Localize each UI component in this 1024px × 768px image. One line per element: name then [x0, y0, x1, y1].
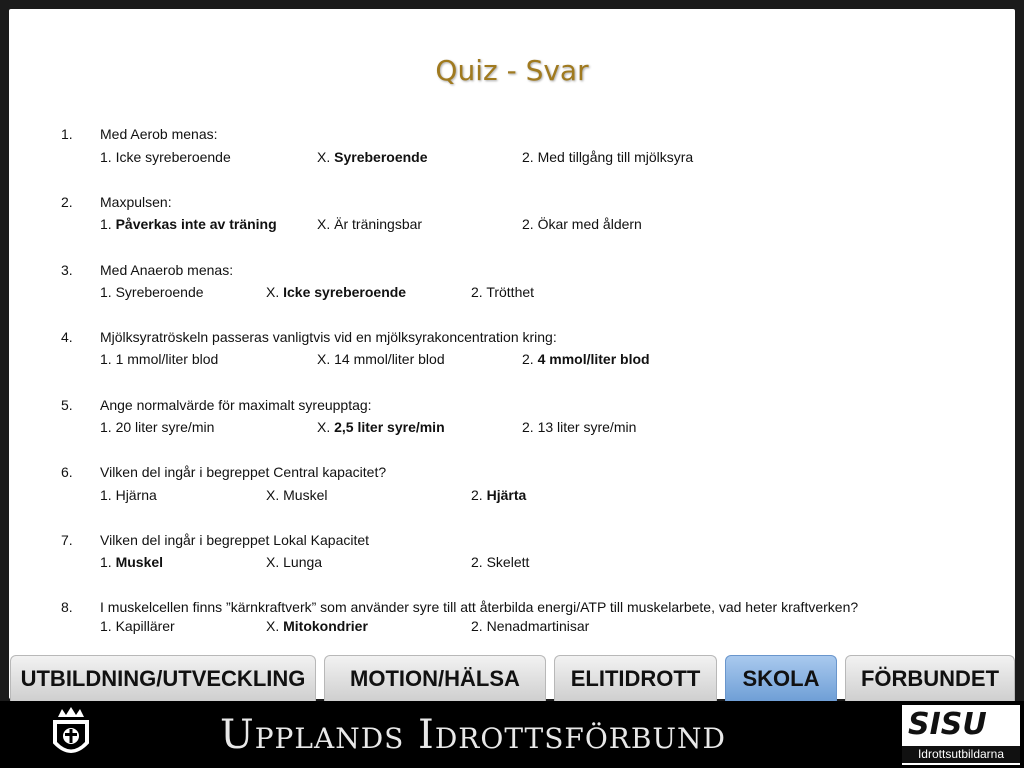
- option-prefix: 1.: [100, 554, 116, 570]
- option-text: Muskel: [283, 487, 328, 503]
- option-prefix: X.: [317, 149, 335, 165]
- option-text: Är träningsbar: [334, 216, 423, 232]
- sisu-logo-subtitle: Idrottsutbildarna: [902, 746, 1020, 763]
- answer-option: [100, 487, 157, 503]
- option-correct-answer: Mitokondrier: [283, 618, 368, 634]
- answer-option: [317, 149, 428, 165]
- question-number: 7.: [61, 532, 73, 548]
- option-text: Hjärna: [115, 487, 157, 503]
- option-prefix: X.: [317, 351, 335, 367]
- option-text: 13 liter syre/min: [537, 419, 637, 435]
- question-number: 1.: [61, 126, 73, 142]
- nav-tab-elitidrott[interactable]: ELITIDROTT: [554, 655, 717, 701]
- option-text: Med tillgång till mjölksyra: [537, 149, 694, 165]
- option-correct-answer: Muskel: [115, 554, 164, 570]
- footer-brand-text: Upplands Idrottsförbund: [220, 712, 726, 758]
- option-correct-answer: Syreberoende: [334, 149, 428, 165]
- answer-option: [100, 618, 175, 634]
- answer-option: [471, 554, 529, 570]
- question-number: 5.: [61, 397, 73, 413]
- option-prefix: 2.: [471, 487, 487, 503]
- answer-option: [317, 419, 445, 435]
- answer-option: [100, 351, 218, 367]
- answer-option: [471, 284, 534, 300]
- answer-option: [100, 554, 163, 570]
- option-prefix: 2.: [522, 419, 538, 435]
- answer-option: [100, 149, 231, 165]
- option-prefix: 2.: [522, 351, 538, 367]
- option-correct-answer: Hjärta: [486, 487, 527, 503]
- answer-option: [266, 618, 368, 634]
- answer-option: [266, 284, 406, 300]
- option-prefix: X.: [266, 487, 284, 503]
- option-prefix: 2.: [471, 554, 487, 570]
- option-text: 20 liter syre/min: [115, 419, 215, 435]
- crest-logo-icon[interactable]: [42, 703, 100, 765]
- option-prefix: X.: [317, 216, 335, 232]
- option-prefix: 1.: [100, 618, 116, 634]
- option-prefix: 1.: [100, 149, 116, 165]
- question-text: Mjölksyratröskeln passeras vanligtvis vid en mjölksyrakoncentration kring:: [100, 329, 557, 345]
- answer-option: [317, 216, 422, 232]
- question-number: 6.: [61, 464, 73, 480]
- option-correct-answer: 4 mmol/liter blod: [537, 351, 650, 367]
- option-prefix: X.: [266, 554, 284, 570]
- answer-option: [266, 554, 322, 570]
- option-text: 14 mmol/liter blod: [334, 351, 445, 367]
- answer-option: [100, 419, 214, 435]
- option-text: Icke syreberoende: [115, 149, 231, 165]
- option-prefix: 1.: [100, 351, 116, 367]
- option-text: 1 mmol/liter blod: [115, 351, 219, 367]
- option-prefix: X.: [266, 618, 284, 634]
- question-text: Maxpulsen:: [100, 194, 172, 210]
- option-text: Ökar med åldern: [537, 216, 642, 232]
- question-number: 4.: [61, 329, 73, 345]
- slide-title: Quiz - Svar: [435, 54, 589, 87]
- answer-option: [317, 351, 445, 367]
- question-text: I muskelcellen finns ”kärnkraftverk” som använder syre till att återbilda energi/ATP till muskelarbete, vad heter kraftverken?: [100, 599, 859, 615]
- answer-option: [471, 618, 589, 634]
- answer-option: [266, 487, 327, 503]
- nav-tab-skola[interactable]: SKOLA: [725, 655, 837, 701]
- answer-option: [522, 216, 642, 232]
- answer-option: [522, 149, 693, 165]
- option-correct-answer: Icke syreberoende: [283, 284, 407, 300]
- option-prefix: 2.: [471, 284, 487, 300]
- option-text: Lunga: [283, 554, 323, 570]
- answer-option: [522, 351, 650, 367]
- answer-option: [100, 216, 277, 232]
- question-text: Ange normalvärde för maximalt syreupptag:: [100, 397, 372, 413]
- question-number: 8.: [61, 599, 73, 615]
- option-prefix: 2.: [522, 149, 538, 165]
- option-prefix: 1.: [100, 487, 116, 503]
- question-text: Vilken del ingår i begreppet Central kapacitet?: [100, 464, 387, 480]
- option-text: Kapillärer: [115, 618, 175, 634]
- option-text: Syreberoende: [115, 284, 204, 300]
- option-prefix: 2.: [522, 216, 538, 232]
- option-prefix: 1.: [100, 419, 116, 435]
- option-prefix: X.: [317, 419, 335, 435]
- sisu-logo[interactable]: [902, 705, 1020, 765]
- nav-tab-utbildning[interactable]: UTBILDNING/UTVECKLING: [10, 655, 316, 701]
- option-correct-answer: Påverkas inte av träning: [115, 216, 277, 232]
- nav-tab-forbundet[interactable]: FÖRBUNDET: [845, 655, 1015, 701]
- question-text: Vilken del ingår i begreppet Lokal Kapacitet: [100, 532, 370, 548]
- option-text: Skelett: [486, 554, 530, 570]
- option-correct-answer: 2,5 liter syre/min: [334, 419, 445, 435]
- answer-option: [471, 487, 526, 503]
- question-number: 3.: [61, 262, 73, 278]
- question-text: Med Anaerob menas:: [100, 262, 234, 278]
- option-prefix: 1.: [100, 284, 116, 300]
- question-text: Med Aerob menas:: [100, 126, 218, 142]
- option-prefix: X.: [266, 284, 284, 300]
- nav-tab-motion[interactable]: MOTION/HÄLSA: [324, 655, 546, 701]
- question-number: 2.: [61, 194, 73, 210]
- answer-option: [100, 284, 204, 300]
- option-prefix: 1.: [100, 216, 116, 232]
- option-prefix: 2.: [471, 618, 487, 634]
- option-text: Nenadmartinisar: [486, 618, 590, 634]
- sisu-logo-text: SISU: [908, 707, 987, 742]
- answer-option: [522, 419, 636, 435]
- option-text: Trötthet: [486, 284, 535, 300]
